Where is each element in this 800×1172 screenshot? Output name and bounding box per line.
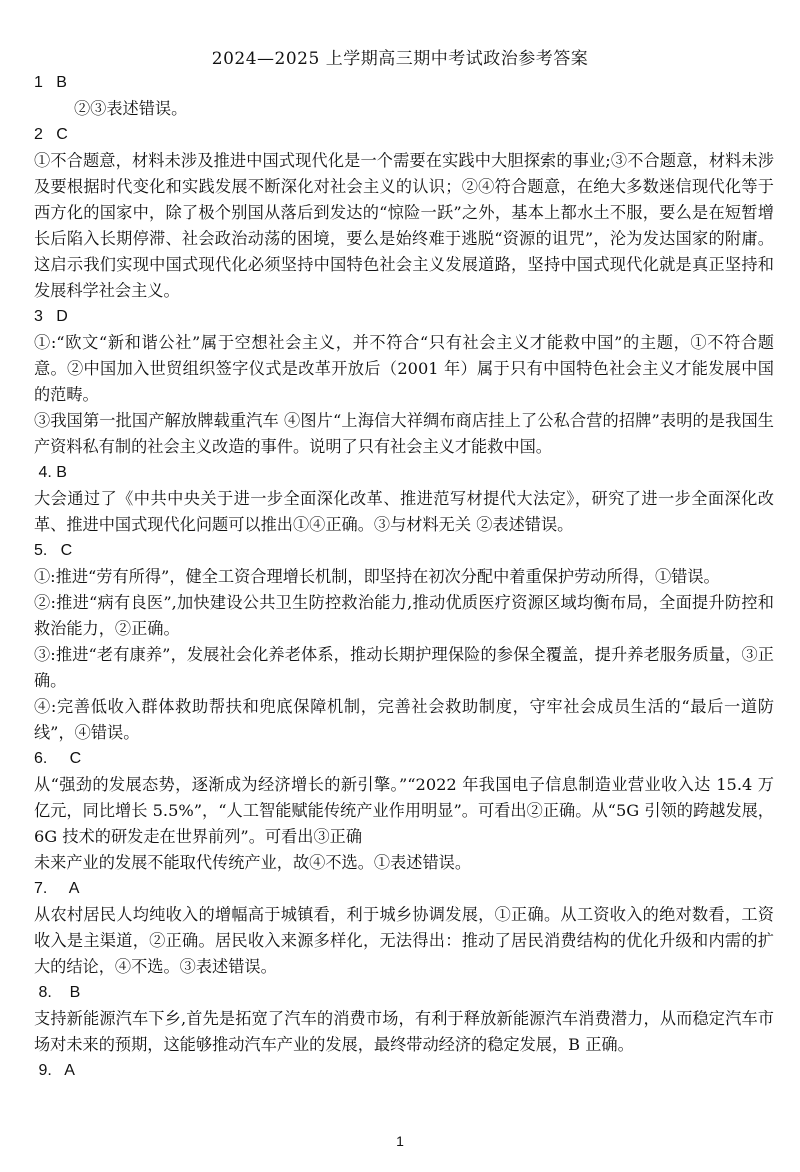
answer-head: 7. A — [34, 880, 80, 897]
answer-head: 5. C — [34, 542, 73, 559]
answer-head: 2 C — [34, 126, 68, 143]
answer-head: 8. B — [34, 984, 81, 1001]
answer-item-7 — [34, 876, 774, 980]
answer-head: 9. A — [34, 1062, 75, 1079]
answer-explanation: ②③表述错误。 — [74, 99, 188, 118]
answer-item-4 — [34, 460, 774, 538]
answer-explanation: 支持新能源汽车下乡,首先是拓宽了汽车的消费市场，有利于释放新能源汽车消费潜力，从而稳定汽车市场对未来的预期，这能够推动汽车产业的发展，最终带动经济的稳定发展，B 正确。 — [34, 1009, 774, 1054]
answer-item-6 — [34, 746, 774, 876]
answer-explanation: ①不合题意，材料未涉及推进中国式现代化是一个需要在实践中大胆探索的事业;③不合题意，材料未涉及要根据时代变化和实践发展不断深化对社会主义的认识；②④符合题意，在绝大多数迷信现代化等于西方化的国家中，除了极个别国从落后到发达的“惊险一跃”之外，基本上都水土不服，要么是在短暂增长后陷入长期停滞、社会政治动荡的困境，要么是始终难于逃脱“资源的诅咒”，沦为发达国家的附庸。这启示我们实现中国式现代化必须坚持中国特色社会主义发展道路，坚持中国式现代化就是真正坚持和发展科学社会主义。 — [34, 151, 774, 300]
answer-explanation: ③我国第一批国产解放牌载重汽车 ④图片“上海信大祥绸布商店挂上了公私合营的招牌”表明的是我国生产资料私有制的社会主义改造的事件。说明了只有社会主义才能救中国。 — [34, 411, 774, 456]
answer-explanation: ①:推进“劳有所得”，健全工资合理增长机制，即坚持在初次分配中着重保护劳动所得，①错误。 — [34, 567, 720, 586]
answer-list — [34, 70, 774, 1084]
answer-head: 4. B — [34, 464, 67, 481]
answer-explanation: 从“强劲的发展态势，逐渐成为经济增长的新引擎。”“2022 年我国电子信息制造业营业收入达 15.4 万亿元，同比增长 5.5%”，“人工智能赋能传统产业作用明显”。可看出②正确。从“5G 引领的跨越发展，6G 技术的研发走在世界前列”。可看出③正确 — [34, 775, 774, 846]
answer-head: 1 B — [34, 74, 67, 91]
answer-explanation: 未来产业的发展不能取代传统产业，故④不选。①表述错误。 — [34, 853, 472, 872]
answer-item-3 — [34, 304, 774, 460]
answer-explanation: ②:推进“病有良医”,加快建设公共卫生防控救治能力,推动优质医疗资源区域均衡布局，全面提升防控和救治能力，②正确。 — [34, 593, 774, 638]
answer-explanation: ①:“欧文“新和谐公社”属于空想社会主义，并不符合“只有社会主义才能救中国”的主题，①不符合题意。②中国加入世贸组织签字仪式是改革开放后（2001 年）属于只有中国特色社会主义才能发展中国的范畴。 — [34, 333, 774, 404]
answer-item-1 — [34, 70, 774, 122]
answer-item-8 — [34, 980, 774, 1058]
answer-item-9 — [34, 1058, 774, 1084]
page-number: 1 — [396, 1133, 404, 1149]
answer-explanation: 从农村居民人均纯收入的增幅高于城镇看，利于城乡协调发展，①正确。从工资收入的绝对数看，工资收入是主渠道，②正确。居民收入来源多样化，无法得出：推动了居民消费结构的优化升级和内需的扩大的结论，④不选。③表述错误。 — [34, 905, 774, 976]
answer-head: 6. C — [34, 750, 82, 767]
answer-head: 3 D — [34, 308, 68, 325]
answer-explanation: ③:推进“老有康养”，发展社会化养老体系，推动长期护理保险的参保全覆盖，提升养老服务质量，③正确。 — [34, 645, 774, 690]
answer-item-2 — [34, 122, 774, 304]
answer-explanation: 大会通过了《中共中央关于进一步全面深化改革、推进范写材提代大法定》，研究了进一步全面深化改革、推进中国式现代化问题可以推出①④正确。③与材料无关 ②表述错误。 — [34, 489, 774, 534]
document-title: 2024—2025 上学期高三期中考试政治参考答案 — [211, 49, 589, 69]
answer-item-5 — [34, 538, 774, 746]
answer-explanation: ④:完善低收入群体救助帮扶和兜底保障机制，完善社会救助制度，守牢社会成员生活的“最后一道防线”，④错误。 — [34, 697, 774, 742]
